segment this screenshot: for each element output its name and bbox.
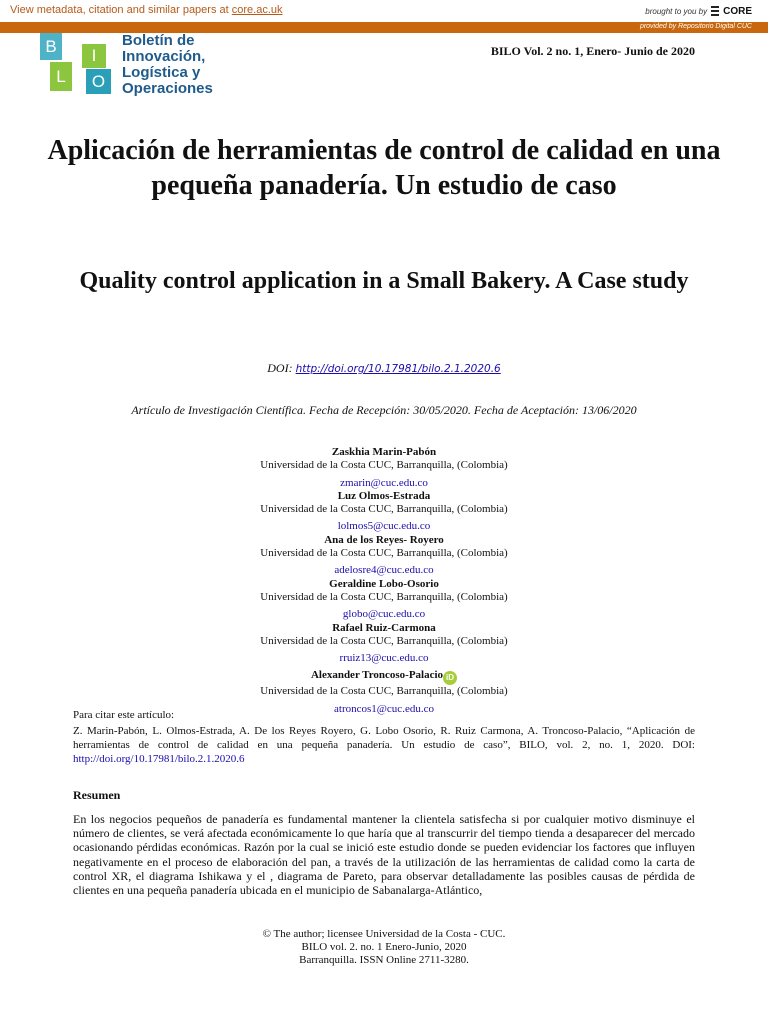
brought-text: brought to you by — [645, 6, 708, 16]
citation-text-row — [73, 724, 695, 766]
author-block — [0, 490, 768, 534]
author-affiliation: Universidad de la Costa CUC, Barranquilla, (Colombia) — [260, 503, 508, 516]
abstract-text: En los negocios pequeños de panadería es fundamental mantener la clientela satisfecha si por cualquier motivo disminuye el número de clientes, se verá afectada económicamente lo que haría que al transcurrir del tiempo tienda a desaparecer del mercado ocasionando pérdidas económicas. Razón por la cual se inició este estudio donde se pueden evidenciar los factores que influyen negativamente en el proceso de elaboración del pan, a través de la utilización de las herramientas de calidad como la carta de control XR, el diagrama Ishikawa y el , diagrama de Pareto, para observar detalladamente las posibles causas de pérdida de clientes en una pequeña panadería ubicada en el municipio de Sabanalarga-Atlántico, — [73, 812, 695, 898]
doi-line — [0, 361, 768, 376]
journal-reference: BILO Vol. 2 no. 1, Enero- Junio de 2020 — [490, 44, 695, 58]
logo-letter-b: B — [40, 33, 62, 60]
logo-line-4: Operaciones — [122, 80, 213, 97]
core-logo-icon — [710, 5, 720, 17]
core-metadata-link-line — [10, 4, 283, 16]
logo-letter-o: O — [86, 69, 111, 94]
author-name: Rafael Ruiz-Carmona — [332, 621, 436, 634]
title-spanish: Aplicación de herramientas de control de calidad en una pequeña panadería. Un estudio de caso — [47, 135, 721, 201]
brought-to-you-by[interactable] — [645, 5, 752, 17]
core-banner — [0, 0, 768, 22]
author-email[interactable]: lolmos5@cuc.edu.co — [337, 520, 431, 533]
author-name: Geraldine Lobo-Osorio — [329, 577, 439, 590]
core-ac-uk-link[interactable]: core.ac.uk — [231, 4, 283, 16]
footer-license: © The author; licensee Universidad de la Costa - CUC. — [262, 928, 506, 940]
core-brand: CORE — [723, 5, 752, 17]
citation-text: Z. Marin-Pabón, L. Olmos-Estrada, A. De los Reyes Royero, G. Lobo Osorio, R. Ruiz Carmona, A. Troncoso-Palacio, “Aplicación de herramientas de control de calidad en una pequeña panadería. Un estudio de caso”, BILO, vol. 2, no. 1, 2020. DOI: — [73, 725, 695, 751]
author-list — [0, 446, 768, 716]
logo-line-2: Innovación, — [122, 48, 206, 65]
citation-heading: Para citar este artículo: — [73, 709, 175, 721]
doi-label: DOI: — [267, 361, 296, 375]
author-email[interactable]: rruiz13@cuc.edu.co — [339, 652, 429, 665]
provided-by[interactable]: provided by Repositorio Digital CUC — [639, 23, 752, 30]
logo-letter-l: L — [50, 62, 72, 91]
author-affiliation: Universidad de la Costa CUC, Barranquilla, (Colombia) — [260, 459, 508, 472]
doi-link[interactable]: http://doi.org/10.17981/bilo.2.1.2020.6 — [295, 363, 501, 375]
author-name-row — [0, 669, 768, 685]
logo-wordmark — [122, 33, 213, 97]
article-info: Artículo de Investigación Científica. Fecha de Recepción: 30/05/2020. Fecha de Aceptación: 13/06/2020 — [131, 403, 637, 417]
author-block — [0, 534, 768, 578]
author-affiliation: Universidad de la Costa CUC, Barranquilla, (Colombia) — [260, 547, 508, 560]
author-name: Luz Olmos-Estrada — [337, 489, 431, 502]
author-block — [0, 446, 768, 490]
orcid-icon[interactable]: iD — [443, 671, 457, 685]
author-name: Alexander Troncoso-Palacio — [310, 669, 444, 682]
author-name: Zaskhia Marin-Pabón — [331, 446, 437, 458]
logo-line-1: Boletín de — [122, 32, 195, 49]
author-email[interactable]: adelosre4@cuc.edu.co — [334, 564, 434, 577]
citation-block — [73, 708, 695, 766]
logo-line-3: Logística y — [122, 64, 201, 81]
author-block — [0, 622, 768, 666]
author-email[interactable]: zmarin@cuc.edu.co — [340, 476, 428, 489]
abstract-heading: Resumen — [73, 788, 121, 802]
author-affiliation: Universidad de la Costa CUC, Barranquilla, (Colombia) — [260, 590, 508, 603]
logo-letter-i: I — [82, 44, 106, 68]
author-email[interactable]: atroncos1@cuc.edu.co — [334, 702, 434, 715]
core-metadata-text: View metadata, citation and similar papers at — [10, 4, 232, 16]
footer-volume: BILO vol. 2. no. 1 Enero-Junio, 2020 — [301, 941, 467, 953]
citation-doi-link[interactable]: http://doi.org/10.17981/bilo.2.1.2020.6 — [73, 753, 245, 765]
author-affiliation: Universidad de la Costa CUC, Barranquilla, (Colombia) — [260, 634, 508, 647]
author-email[interactable]: globo@cuc.edu.co — [342, 608, 426, 621]
author-block — [0, 578, 768, 622]
author-affiliation: Universidad de la Costa CUC, Barranquilla, (Colombia) — [260, 685, 508, 698]
author-name: Ana de los Reyes- Royero — [324, 533, 444, 546]
page-footer — [0, 928, 768, 967]
title-english: Quality control application in a Small Bakery. A Case study — [79, 268, 689, 294]
footer-issn: Barranquilla. ISSN Online 2711-3280. — [299, 954, 469, 966]
bilo-logo — [40, 32, 240, 97]
